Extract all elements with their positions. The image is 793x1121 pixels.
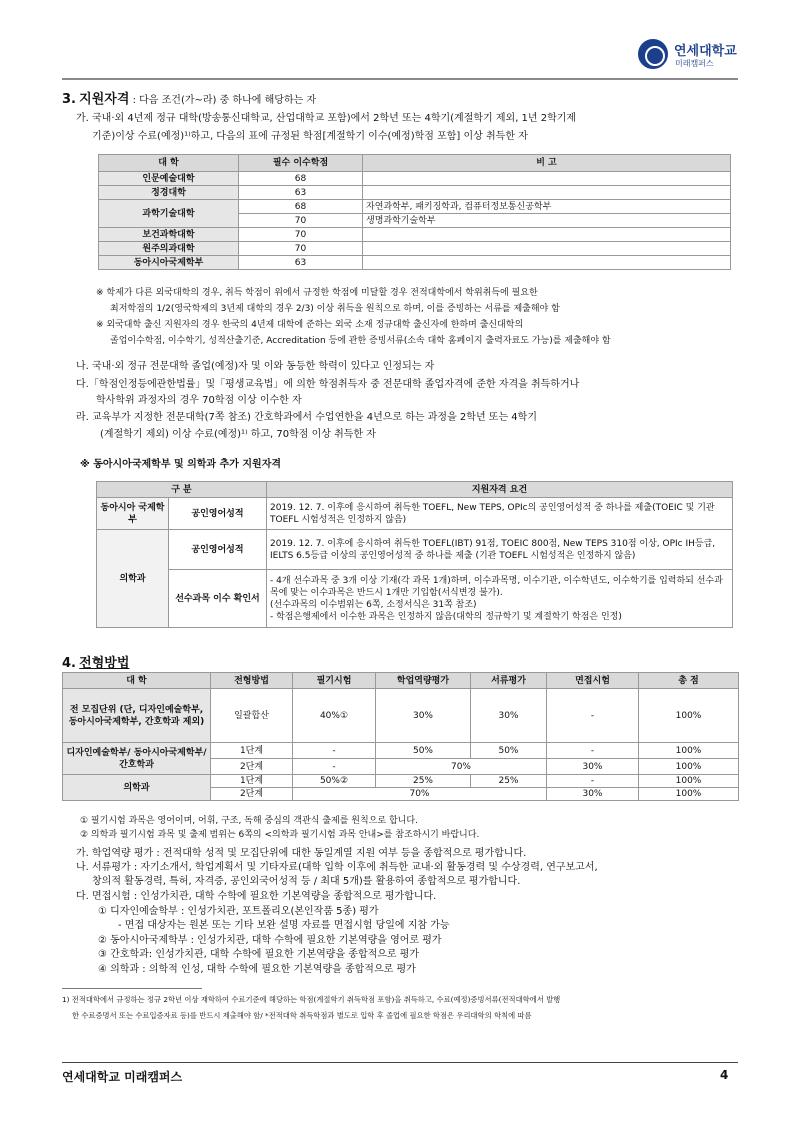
footnote-rule [62,988,202,989]
footnote-line: 1) 전적대학에서 규정하는 정규 2학년 이상 재학하여 수료기준에 해당하는 학점(계절학기 취득학점 포함)을 취득하고, 수료(예정)증빙서류(전적대학에서 발행 [62,995,561,1004]
table-row: 인문예술대학 68 [99,172,731,186]
sec4-ga: 가. 학업역량 평가 : 전적대학 성적 및 모집단위에 대한 동일계열 지원 여부 등을 종합적으로 평가합니다. [76,848,527,859]
note-line: ※ 학제가 다른 외국대학의 경우, 취득 학점이 위에서 규정한 학점에 미달할 경우 전적대학에서 학위취득에 필요한 [96,288,538,298]
university-seal-icon [638,39,668,69]
section-4-heading: 4. 전형방법 [62,656,130,671]
table-header: 지원자격 요건 [267,482,733,498]
note-line: ① 필기시험 과목은 영어이며, 어휘, 구조, 독해 중심의 객관식 출제를 원칙으로 합니다. [80,816,418,826]
table-row: 보건과학대학 70 [99,228,731,242]
table-row: 디자인예술학부/ 동아시아국제학부/간호학과 1단계 - 50% 50% - 100% [63,743,739,759]
sec3-ra-line2: (계절학기 제외) 이상 수료(예정)¹⁾ 하고, 70학점 이상 취득한 자 [100,429,376,440]
note-line: ※ 외국대학 출신 지원자의 경우 한국의 4년제 대학에 준하는 외국 소재 정규대학 출신자에 한하며 출신대학의 [96,320,524,330]
sec4-na-line2: 창의적 활동경력, 특허, 자격증, 공인외국어성적 등 / 최대 5개)를 활용하여 종합적으로 평가합니다. [92,876,521,887]
sec3-ga-line1: 가. 국내·외 4년제 정규 대학(방송통신대학교, 산업대학교 포함)에서 2학년 또는 4학기(계절학기 제외, 1년 2학기제 [76,113,577,124]
table-row: 동아시아국제학부 63 [99,256,731,270]
table-row: 의학과 1단계 50%② 25% 25% - 100% [63,775,739,788]
logo-subtitle: 미래캠퍼스 [675,59,714,68]
table-row: 의학과 공인영어성적 2019. 12. 7. 이후에 응시하여 취득한 TOEFL(IBT) 91점, TOEIC 800점, New TEPS 310점 이상, OPIc IH등급, IELTS 6.5등급 이상의 공인영어성적 중 하나를 제출 (기관 TOEFL 시험성적은 인정하지 않음) [97,530,733,570]
table-header: 대 학 [99,155,239,172]
table-header: 필수 이수학점 [239,155,363,172]
header-rule [62,78,738,80]
university-logo [638,38,778,74]
page-number: 4 [720,1068,729,1082]
required-credits-table [98,154,731,270]
table-header: 비 고 [363,155,731,172]
note-line: 최저학점의 1/2(영국학제의 3년제 대학의 경우 2/3) 이상 취득을 원칙으로 하며, 이를 증빙하는 서류를 제출해야 함 [110,304,560,314]
table-row: 2단계 70% 30% 100% [63,788,739,801]
extra-qualification-table [96,481,733,628]
sec3-ga-line2: 기준)이상 수료(예정)¹⁾하고, 다음의 표에 규정된 학점[계절학기 이수(예정)학점 포함] 이상 취득한 자 [92,131,528,142]
table-row: 과학기술대학 68 자연과학부, 패키징학과, 컴퓨터정보통신공학부 [99,200,731,214]
sec4-da: 다. 면접시험 : 인성가치관, 대학 수학에 필요한 기본역량을 종합적으로 평가합니다. [76,891,437,902]
table-row: 선수과목 이수 확인서 - 4개 선수과목 중 3개 이상 기재(각 과목 1개)하며, 이수과목명, 이수기관, 이수학년도, 이수학기를 입력하되 선수과목에 맞는 이수과목은 반드시 1개만 기입함(서식변경 불가). (선수과목의 이수범위는 6쪽, 소정서식은 31쪽 참조) - 학점은행제에서 이수한 과목은 인정하지 않음(대학의 정규학기 및 계절학기 학점은 인정) [97,570,733,628]
table-header: 구 분 [97,482,267,498]
table-row: 원주의과대학 70 [99,242,731,256]
note-line: ② 의학과 필기시험 과목 및 출제 범위는 6쪽의 <의학과 필기시험 과목 안내>를 참조하시기 바랍니다. [80,830,480,840]
table-row: 2단계 - 70% 30% 100% [63,759,739,775]
note-line: 졸업이수학점, 이수학기, 성적산출기준, Accreditation 등에 관한 증빙서류(소속 대학 홈페이지 출력자료도 가능)를 제출해야 함 [110,336,611,346]
list-item: ③ 간호학과: 인성가치관, 대학 수학에 필요한 기본역량을 종합적으로 평가 [98,949,420,960]
footer-title: 연세대학교 미래캠퍼스 [62,1070,183,1084]
footer-rule [62,1062,738,1063]
sec4-na-line1: 나. 서류평가 : 자기소개서, 학업계획서 및 기타자료(대학 입학 이후에 취득한 교내·외 활동경력 및 수상경력, 연구보고서, [76,862,598,873]
list-item: ① 디자인예술학부 : 인성가치관, 포트폴리오(본인작품 5종) 평가 [98,906,379,917]
logo-name: 연세대학교 [674,44,737,59]
list-item: - 면접 대상자는 원본 또는 기타 보완 설명 자료를 면접시험 당일에 지참 가능 [118,920,450,931]
extra-qualification-title: ※ 동아시아국제학부 및 의학과 추가 지원자격 [80,459,282,470]
section-3-heading: 3. 지원자격 : 다음 조건(가~라) 중 하나에 해당하는 자 [62,92,317,107]
table-row: 전 모집단위 (단, 디자인예술학부, 동아시아국제학부, 간호학과 제외) 일괄합산 40%① 30% 30% - 100% [63,689,739,743]
sec3-na: 나. 국내·외 정규 전문대학 졸업(예정)자 및 이와 동등한 학력이 있다고 인정되는 자 [76,361,435,372]
sec3-ra-line1: 라. 교육부가 지정한 전문대학(7쪽 참조) 간호학과에서 수업연한을 4년으로 하는 과정을 2학년 또는 4학기 [76,412,537,423]
list-item: ④ 의학과 : 의학적 인성, 대학 수학에 필요한 기본역량을 종합적으로 평가 [98,964,416,975]
table-row: 정경대학 63 [99,186,731,200]
footnote-line: 한 수료증명서 또는 수료입증자료 등)를 반드시 제출해야 함/ *전적대학 취득학점과 별도로 입학 후 졸업에 필요한 학점은 우리대학의 학칙에 따름 [72,1011,532,1020]
table-row: 70 생명과학기술학부 [99,214,731,228]
table-row: 동아시아 국제학부 공인영어성적 2019. 12. 7. 이후에 응시하여 취득한 TOEFL, New TEPS, OPIc의 공인영어성적 중 하나를 제출(TOEIC 및 기관 TOEFL 시험성적은 인정하지 않음) [97,498,733,530]
selection-method-table: 대 학 전형방법 필기시험 학업역량평가 서류평가 면접시험 총 점 전 모집단위 (단, 디자인예술학부, 동아시아국제학부, 간호학과 제외) 일괄합산 40%① 30% 30% - 100% 디자인예술학부/ 동아시아국제학부/간호학과 1단계 - 50% 50% - 100% 2단계 - 70% 30% 100% 의학과 1단계 50%② 25% 25% - 100% 2단계 70% 30% 100% [62,672,739,801]
sec3-da-line2: 학사학위 과정자의 경우 70학점 이상 이수한 자 [96,395,302,406]
list-item: ② 동아시아국제학부 : 인성가치관, 대학 수학에 필요한 기본역량을 영어로 평가 [98,935,442,946]
sec3-da-line1: 다.「학점인정등에관한법률」및「평생교육법」에 의한 학점취득자 중 전문대학 졸업자격에 준한 자격을 취득하거나 [76,379,580,390]
